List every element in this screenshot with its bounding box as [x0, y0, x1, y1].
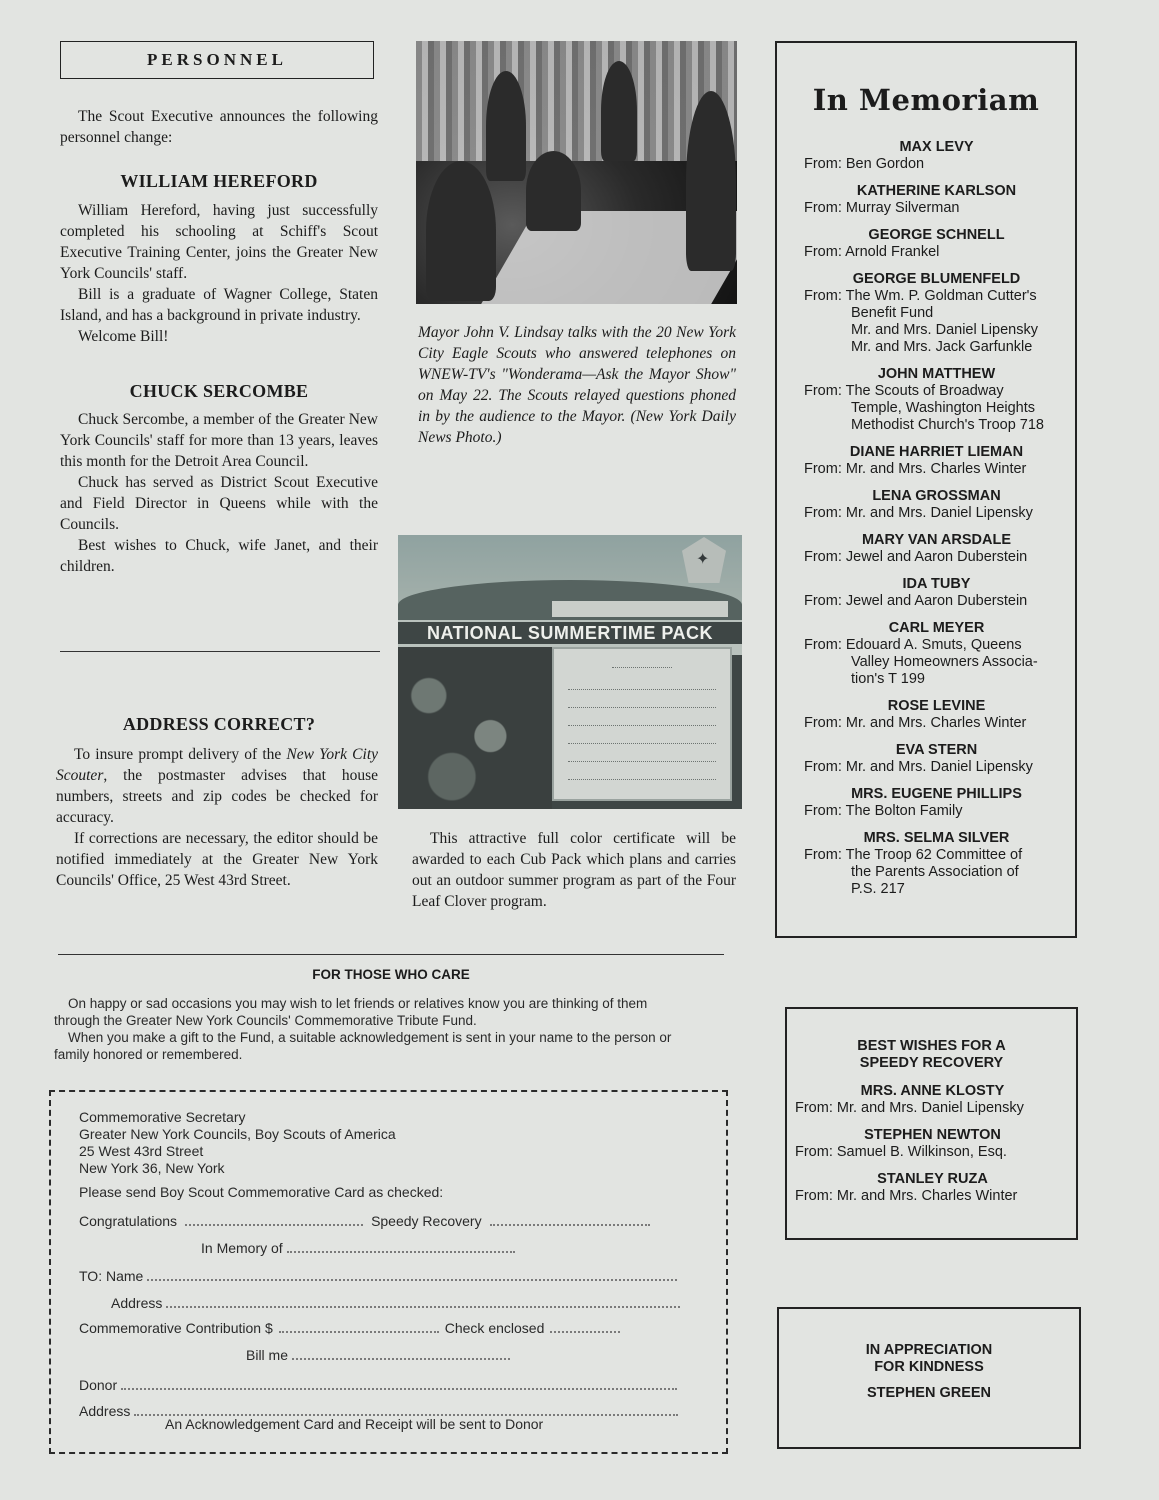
tribute-entry: [804, 742, 1069, 776]
donor-address-field[interactable]: Address: [79, 1403, 678, 1419]
tribute-name: EVA STERN: [895, 742, 978, 758]
tribute-from: From: Edouard A. Smuts, Queens: [804, 637, 1022, 653]
tribute-from: From: The Troop 62 Committee of: [804, 847, 1023, 863]
cert-line: [568, 761, 716, 762]
donor-field[interactable]: Donor: [79, 1377, 677, 1393]
tribute-from-continued: Valley Homeowners Associa-: [851, 654, 1038, 670]
tribute-name: MRS. ANNE KLOSTY: [860, 1083, 1005, 1099]
tribute-from-continued: Methodist Church's Troop 718: [851, 417, 1044, 433]
tribute-name: KATHERINE KARLSON: [856, 183, 1017, 199]
section-divider: [60, 651, 380, 652]
personnel-heading: PERSONNEL: [147, 50, 287, 69]
donor-blank[interactable]: [121, 1388, 677, 1390]
tribute-entry: [804, 139, 1069, 173]
award-description: This attractive full color certificate will be awarded to each Cub Pack which plans and carries out an outdoor summer program as part of the Four Leaf Clover program.: [412, 830, 736, 910]
tribute-entry: [804, 488, 1069, 522]
memoriam-list: [777, 139, 1075, 898]
tribute-from: From: Mr. and Mrs. Daniel Lipensky: [804, 505, 1033, 521]
tribute-from: From: Mr. and Mrs. Charles Winter: [795, 1188, 1018, 1204]
appreciation-box: [777, 1307, 1081, 1449]
tribute-from: From: Ben Gordon: [804, 156, 925, 172]
speedy-recovery-title: BEST WISHES FOR A SPEEDY RECOVERY: [857, 1038, 1006, 1071]
form-footer-note: An Acknowledgement Card and Receipt will be sent to Donor: [165, 1416, 544, 1432]
speedy-recovery-blank[interactable]: [490, 1224, 650, 1226]
to-name-field[interactable]: TO: Name: [79, 1268, 677, 1284]
check-enclosed-blank[interactable]: [550, 1331, 620, 1333]
tribute-entry: [795, 1083, 1070, 1117]
to-address-field[interactable]: Address: [111, 1295, 680, 1311]
hereford-heading: WILLIAM HEREFORD: [120, 171, 318, 191]
tribute-name: JOHN MATTHEW: [877, 366, 996, 382]
speedy-recovery-box: [785, 1007, 1078, 1240]
tribute-name: IDA TUBY: [902, 576, 971, 592]
wolf-icon: ✦: [696, 551, 710, 568]
tribute-entry: [804, 444, 1069, 478]
cert-line: [612, 667, 672, 668]
certificate-tab: [552, 601, 728, 617]
tribute-name: ROSE LEVINE: [887, 698, 986, 714]
tribute-from-continued: tion's T 199: [851, 671, 925, 687]
tribute-name: LENA GROSSMAN: [872, 488, 1001, 504]
commemorative-address: Commemorative Secretary Greater New York Councils, Boy Scouts of America 25 West 43rd Street New York 36, New York: [79, 1109, 396, 1176]
tribute-entry: [804, 830, 1069, 898]
in-memory-blank[interactable]: [287, 1251, 515, 1253]
address-heading: ADDRESS CORRECT?: [122, 714, 316, 734]
to-address-blank[interactable]: [166, 1306, 680, 1308]
tribute-from: From: Samuel B. Wilkinson, Esq.: [795, 1144, 1007, 1160]
tribute-from-continued: Mr. and Mrs. Jack Garfunkle: [851, 339, 1033, 355]
tribute-name: MRS. EUGENE PHILLIPS: [851, 786, 1022, 802]
tribute-name: MAX LEVY: [899, 139, 974, 155]
cert-line: [568, 725, 716, 726]
cert-line: [568, 707, 716, 708]
tribute-name: DIANE HARRIET LIEMAN: [849, 444, 1024, 460]
sercombe-article: Chuck Sercombe, a member of the Greater New York Councils' staff for more than 13 years, leaves this month for the Detroit Area Council. Chuck has served as District Scout Executive and Field Director in Queens while with the Councils. Best wishes to Chuck, wife Janet, and their children.: [60, 411, 378, 575]
photo-caption: Mayor John V. Lindsay talks with the 20 New York City Eagle Scouts who answered telephones on WNEW-TV's "Wonderama—Ask the Mayor Show" on May 22. The Scouts relayed questions phoned in by the audience to the Mayor. (New York Daily News Photo.): [418, 324, 736, 446]
tribute-entry: [795, 1127, 1070, 1161]
cert-line: [568, 689, 716, 690]
tribute-entry: [804, 698, 1069, 732]
tribute-name: GEORGE BLUMENFELD: [852, 271, 1021, 287]
congratulations-blank[interactable]: [185, 1224, 363, 1226]
form-divider: [58, 954, 724, 955]
in-memoriam-box: [775, 41, 1077, 938]
speedy-recovery-list: [787, 1083, 1076, 1205]
tribute-entry: [795, 1171, 1070, 1205]
commemorative-coupon: [49, 1090, 728, 1454]
care-title: FOR THOSE WHO CARE: [312, 967, 470, 982]
tribute-entry: [804, 366, 1069, 434]
tribute-from: From: The Wm. P. Goldman Cutter's: [804, 288, 1037, 304]
tribute-from-continued: the Parents Association of: [851, 864, 1019, 880]
tribute-entry: [804, 271, 1069, 356]
tribute-from-continued: Mr. and Mrs. Daniel Lipensky: [851, 322, 1038, 338]
photo-figure: [486, 71, 526, 181]
sercombe-heading: CHUCK SERCOMBE: [129, 381, 309, 401]
tribute-from: From: Mr. and Mrs. Charles Winter: [804, 715, 1027, 731]
photo-figure: [601, 61, 637, 161]
tribute-name: MRS. SELMA SILVER: [863, 830, 1010, 846]
tribute-from: From: Mr. and Mrs. Daniel Lipensky: [795, 1100, 1024, 1116]
lindsay-scouts-photo: [416, 41, 737, 304]
cert-line: [568, 779, 716, 780]
tribute-entry: [804, 532, 1069, 566]
tribute-from-continued: Temple, Washington Heights: [851, 400, 1036, 416]
award-banner: NATIONAL SUMMERTIME PACK: [398, 622, 742, 644]
in-memoriam-title: In Memoriam: [812, 83, 1040, 117]
tribute-entry: [804, 786, 1069, 820]
care-text: On happy or sad occasions you may wish to let friends or relatives know you are thinking of them through the Greater New York Councils' Commemorative Tribute Fund. When you make a gift to the Fund, a suitable acknowledgement is sent in your name to the person or family honored or remembered.: [54, 996, 672, 1062]
bill-me-field[interactable]: Bill me: [246, 1347, 510, 1363]
option-in-memory[interactable]: In Memory of: [201, 1240, 515, 1256]
tribute-from: From: Murray Silverman: [804, 200, 960, 216]
publication-name: New York City Scouter: [56, 746, 379, 784]
photo-figure: [686, 91, 736, 271]
tribute-from: From: Jewel and Aaron Duberstein: [804, 593, 1028, 609]
tribute-from: From: Arnold Frankel: [804, 244, 940, 260]
to-name-blank[interactable]: [147, 1279, 677, 1281]
tribute-name: STEPHEN NEWTON: [864, 1127, 1001, 1143]
tribute-name: MARY VAN ARSDALE: [861, 532, 1012, 548]
hereford-article: William Hereford, having just successfully completed his schooling at Schiff's Scout Executive Training Center, joins the Greater New York Councils' staff. Bill is a graduate of Wagner College, Staten Island, and has a background in private industry. Welcome Bill!: [60, 202, 378, 345]
tribute-from: From: Jewel and Aaron Duberstein: [804, 549, 1028, 565]
photo-figure: [526, 151, 581, 231]
tribute-from-continued: Benefit Fund: [851, 305, 934, 321]
tribute-name: CARL MEYER: [888, 620, 985, 636]
photo-figure: [426, 161, 496, 301]
award-crowd-illustration: [398, 647, 552, 809]
contribution-blank[interactable]: [279, 1331, 439, 1333]
tribute-entry: [804, 227, 1069, 261]
tribute-entry: [804, 576, 1069, 610]
option-congratulations[interactable]: Congratulations Speedy Recovery: [79, 1213, 650, 1229]
personnel-intro: The Scout Executive announces the following personnel change:: [60, 108, 378, 146]
tribute-from: From: Mr. and Mrs. Daniel Lipensky: [804, 759, 1033, 775]
tribute-name: GEORGE SCHNELL: [868, 227, 1005, 243]
tribute-from: From: The Bolton Family: [804, 803, 963, 819]
tribute-entry: [804, 620, 1069, 688]
tribute-from: From: Mr. and Mrs. Charles Winter: [804, 461, 1027, 477]
appreciation-name: STEPHEN GREEN: [866, 1385, 992, 1401]
form-instruction: Please send Boy Scout Commemorative Card as checked:: [79, 1184, 444, 1200]
tribute-from: From: The Scouts of Broadway: [804, 383, 1004, 399]
cert-line: [568, 743, 716, 744]
bill-me-blank[interactable]: [292, 1358, 510, 1360]
tribute-entry: [804, 183, 1069, 217]
tribute-from-continued: P.S. 217: [851, 881, 905, 897]
address-article: To insure prompt delivery of the New York City Scouter, the postmaster advises that house numbers, streets and zip codes be checked for accuracy. If corrections are necessary, the editor should be notified immediately at the Greater New York Councils' Office, 25 West 43rd Street.: [56, 746, 379, 889]
contribution-field[interactable]: Commemorative Contribution $ Check enclosed: [79, 1320, 620, 1336]
personnel-heading-box: [60, 41, 374, 79]
appreciation-title: IN APPRECIATION FOR KINDNESS STEPHEN GREEN: [779, 1342, 1079, 1402]
summertime-pack-award-image: [398, 535, 742, 809]
tribute-name: STANLEY RUZA: [877, 1171, 988, 1187]
certificate-illustration: [552, 647, 732, 801]
